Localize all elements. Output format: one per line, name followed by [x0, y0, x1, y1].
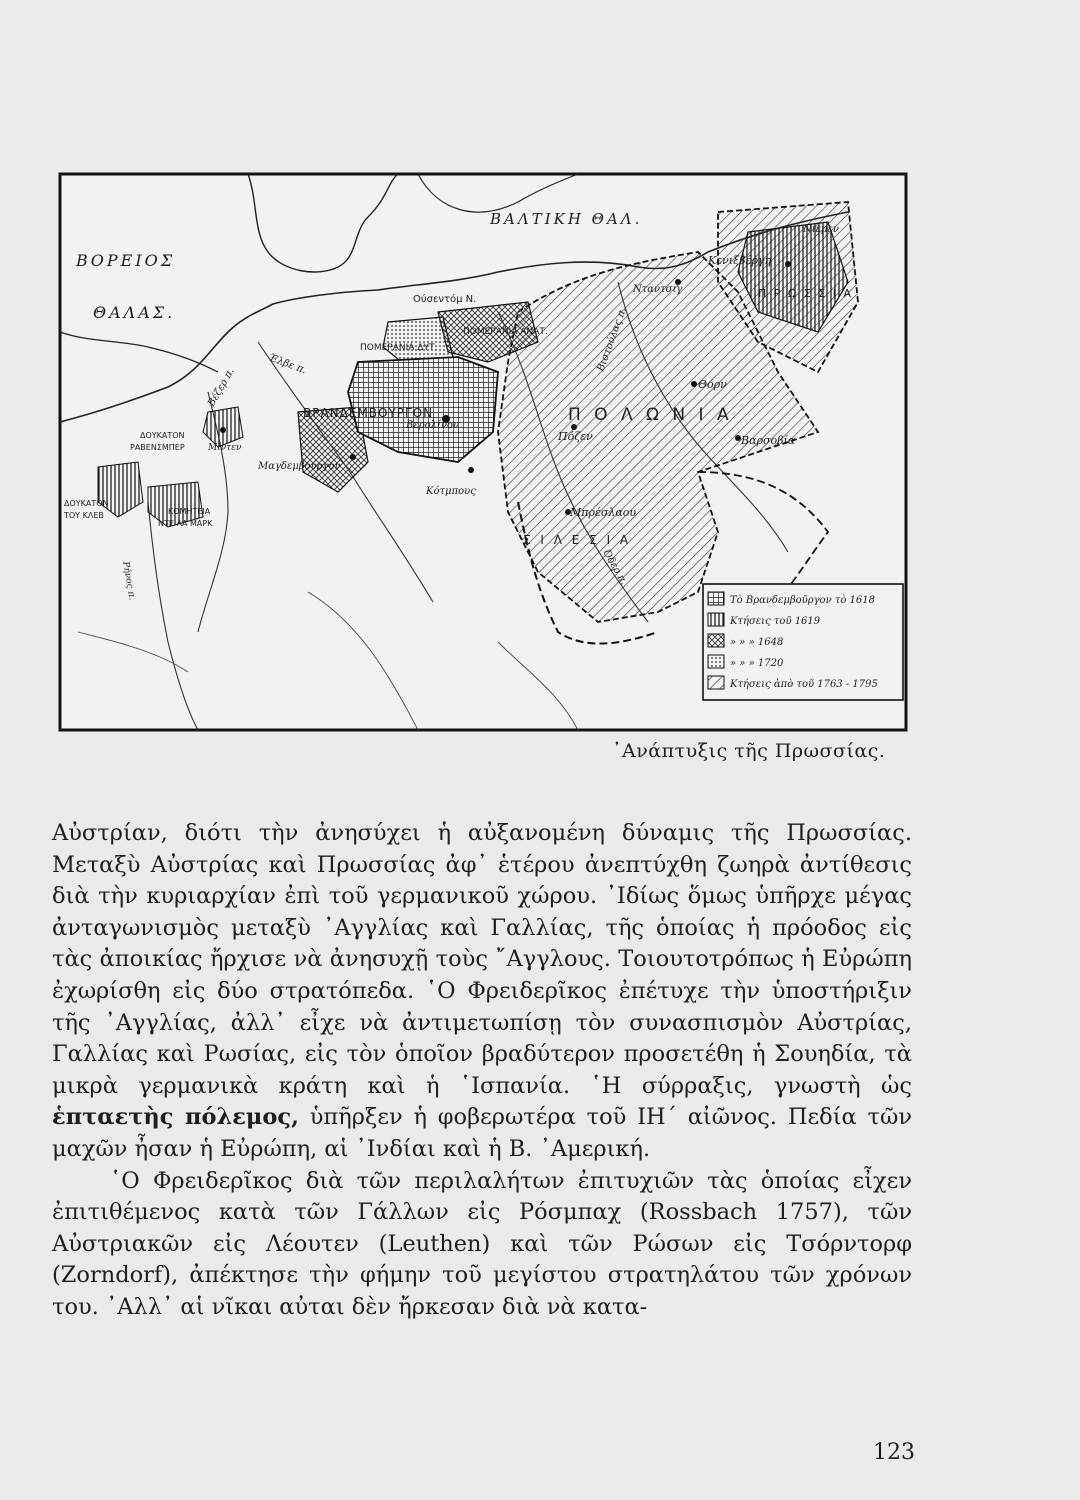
legend-item-1619: Κτήσεις τοῦ 1619	[730, 616, 821, 627]
label-mark-1: ΚΟΜΗΤΕΙΑ	[168, 507, 211, 516]
label-thorn: Θόρν	[698, 378, 727, 391]
label-koenigsberg: Κενιξβέργη	[708, 254, 772, 267]
legend-swatch-1720	[708, 655, 724, 668]
river-minor-1	[308, 592, 418, 730]
label-breslau: Μπρέσλαου	[570, 506, 637, 519]
legend-item-1720: » » » 1720	[730, 658, 784, 669]
label-danzig: Νταντσιγ	[633, 284, 683, 295]
label-prussia: Π Ρ Ω Σ Σ Ι Α	[758, 287, 853, 300]
river-minor-3	[78, 632, 188, 672]
label-berlin: Βερολίνον	[406, 420, 460, 431]
map-legend	[703, 584, 903, 700]
magdeburg-dot	[350, 454, 356, 460]
legend-item-1763-1795: Κτήσεις ἀπὸ τοῦ 1763 - 1795	[730, 679, 878, 690]
minden-dot	[220, 427, 226, 433]
paragraph-1	[52, 818, 912, 1166]
label-pomerania-west: ΠΟΜΕΡΑΝΙΑ ΔΥΤ.	[360, 343, 438, 353]
label-posen: Πόζεν	[558, 430, 593, 443]
label-usedom: Ούσεντόμ Ν.	[413, 294, 477, 305]
paragraph-1-text-b: ὑπῆρξεν ἡ φοβερωτέρα τοῦ ΙΗ΄ αἰῶνος. Πεδία τῶν μαχῶν ἦσαν ἡ Εὐρώπη, αἱ ᾿Ινδίαι καὶ ἡ Β. ᾿Αμερική.	[52, 1104, 912, 1162]
north-sea-coast	[60, 332, 218, 372]
label-cottbus: Κότμπους	[426, 486, 476, 497]
label-cleves-2: ΤΟΥ ΚΛΕΒ	[64, 511, 104, 520]
page-number: 123	[873, 1440, 915, 1465]
label-north-sea-2: ΘΑΛΑΣ.	[93, 303, 176, 322]
body-text	[52, 818, 912, 1324]
koenigsberg-dot	[785, 261, 791, 267]
label-pomerania-east: ΠΟΜΕΡΑΝΙΑ ΑΝΑΤ.	[463, 327, 548, 337]
map-figure	[58, 172, 908, 732]
rhine-river	[148, 502, 198, 730]
label-mark-2: ΝΤΕ ΛΑ ΜΑΡΚ	[158, 519, 213, 528]
label-vistula: Βιστούλας π.	[595, 305, 629, 374]
denmark-coast	[248, 174, 398, 272]
label-warsaw: Βαρσοβία	[741, 434, 796, 447]
label-minden: Μίντεν	[208, 443, 242, 453]
label-baltic: ΒΑΛΤΙΚΗ ΘΑΛ.	[490, 210, 643, 228]
paragraph-2: ῾Ο Φρειδερῖκος διὰ τῶν περιλαλήτων ἐπιτυχιῶν τὰς ὁποίας εἶχεν ἐπιτιθέμενος κατὰ τῶν Γάλλων εἰς Ρόσμπαχ (Rossbach 1757), τῶν Αὐστριακῶν εἰς Λέουτεν (Leuthen) καὶ τῶν Ρώσων εἰς Τσόρντορφ (Zorndorf), ἀπέκτησε τὴν φήμην τοῦ μεγίστου στρατηλάτου τῶν χρόνων του. ᾿Αλλ᾿ αἱ νῖκαι αὐται δὲν ἤρκεσαν διὰ νὰ κατα-	[52, 1167, 912, 1320]
prussia-map	[58, 172, 908, 732]
legend-swatch-1763-1795	[708, 676, 724, 689]
cleves-enclave	[98, 462, 143, 517]
legend-item-1618: Τὸ Βρανδεμβοῦργον τὸ 1618	[730, 595, 876, 606]
label-magdeburg: Μαγδεμβούργον	[258, 461, 341, 472]
label-rhine: Ρήνος π.	[120, 560, 137, 601]
label-weser: Βέζερ π.	[206, 366, 237, 409]
cottbus-dot	[468, 467, 474, 473]
legend-swatch-1619	[708, 613, 724, 626]
label-ravensberg-2: ΡΑΒΕΝΣΜΠΕΡ	[130, 443, 185, 452]
river-minor-2	[498, 642, 578, 730]
paragraph-1-bold-term: ἑπταετὴς πόλεμος,	[52, 1104, 299, 1131]
label-elbe: Έλβε π.	[266, 352, 308, 377]
label-silesia: Σ Ι Λ Ε Σ Ι Α	[523, 533, 632, 547]
label-ravensberg-1: ΔΟΥΚΑΤΟΝ	[140, 431, 185, 440]
label-north-sea-1: ΒΟΡΕΙΟΣ	[76, 251, 176, 270]
label-poland: Π Ο Λ Ω Ν Ι Α	[568, 405, 733, 425]
thorn-dot	[691, 381, 697, 387]
label-brandenburg: ΒΡΑΝΔΕΜΒΟΥΡΓΟΝ	[303, 406, 434, 420]
legend-swatch-1648	[708, 634, 724, 647]
label-cleves-1: ΔΟΥΚΑΤΟΝ	[64, 499, 109, 508]
sweden-coast	[418, 174, 578, 212]
paragraph-1-text-a: Αὐστρίαν, διότι τὴν ἀνησύχει ἡ αὐξανομένη δύναμις τῆς Πρωσσίας. Μεταξὺ Αὐστρίας καὶ Πρωσσίας ἀφ᾿ ἑτέρου ἀνεπτύχθη ζωηρὰ ἀντίθεσις διὰ τὴν κυριαρχίαν ἐπὶ τοῦ γερμανικοῦ χώρου. ᾿Ιδίως ὅμως ὑπῆρχε μέγας ἀνταγωνισμὸς μεταξὺ ᾿Αγγλίας καὶ Γαλλίας, τῆς ὁποίας ἡ πρόοδος εἰς τὰς ἀποικίας ἤρχισε νὰ ἀνησυχῇ τοὺς ῎Αγγλους. Τοιουτοτρόπως ἡ Εὐρώπη ἐχωρίσθη εἰς δύο στρατόπεδα. ῾Ο Φρειδερῖκος ἐπέτυχε τὴν ὑποστήριξιν τῆς ᾿Αγγλίας, ἀλλ᾿ εἶχε νὰ ἀντιμετωπίσῃ τὸν συνασπισμὸν Αὐστρίας, Γαλλίας καὶ Ρωσίας, εἰς τὸν ὁποῖον βραδύτερον προσετέθη ἡ Σουηδία, τὰ μικρὰ γερμανικὰ κράτη καὶ ἡ ῾Ισπανία. ῾Η σύρραξις, γνωστὴ ὡς	[52, 820, 912, 1099]
label-niemen: Νίεμεν	[803, 224, 839, 235]
legend-swatch-1618	[708, 592, 724, 605]
label-oder: Όδερ π.	[600, 548, 630, 587]
legend-item-1648: » » » 1648	[730, 637, 784, 648]
map-caption: ᾿Ανάπτυξις τῆς Πρωσσίας.	[612, 740, 886, 762]
